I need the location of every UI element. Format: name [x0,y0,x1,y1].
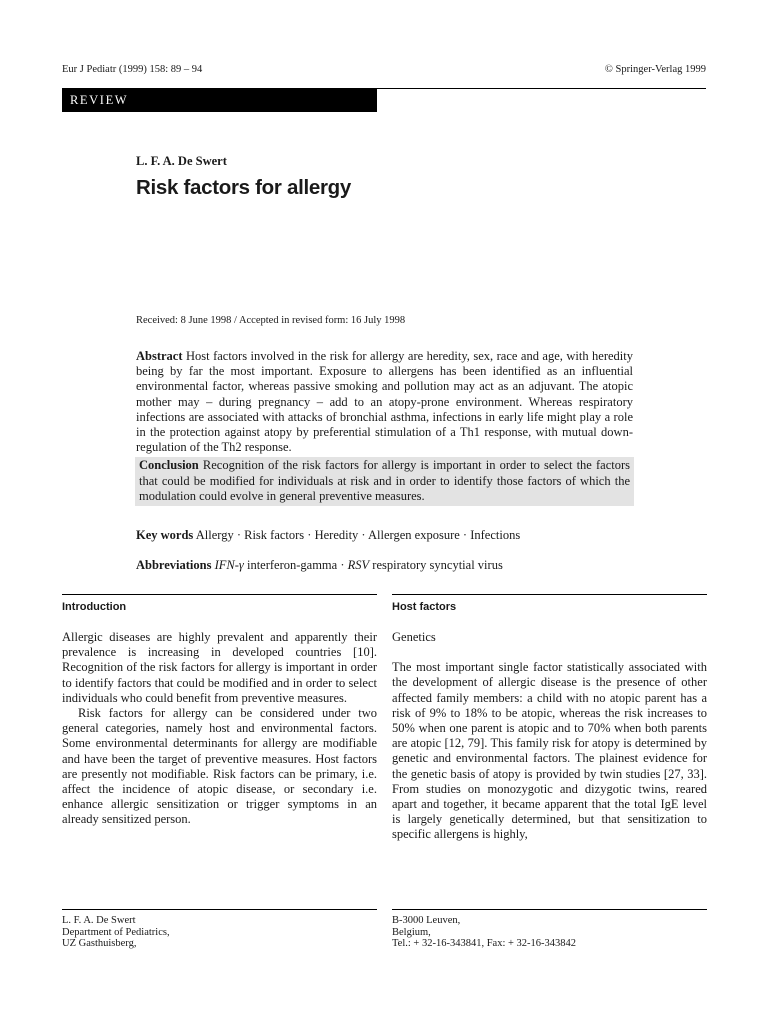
keywords-label: Key words [136,528,194,542]
contact-line: Tel.: + 32-16-343841, Fax: + 32-16-343842 [392,938,577,949]
address-line: UZ Gasthuisberg, [62,938,137,949]
address-line: L. F. A. De Swert [62,915,136,926]
journal-reference: Eur J Pediatr (1999) 158: 89 – 94 [62,64,203,75]
host-factors-column [392,630,707,843]
introduction-column [62,630,377,828]
introduction-heading: Introduction [62,601,127,613]
author-address-right [392,915,576,950]
body-paragraph: The most important single factor statistically associated with the development of allergic disease is the presence of other affected family members: a child with no atopic parent has a risk of 9% to 18% to be atopic, whereas the risk increases to 50% when one parent is atopic and to 70% when both parents are atopic [12, 79]. This family risk for atopy is determined by genetic and environmental factors. The plainest evidence for the genetic basis of atopy is provided by twin studies [27, 33]. From studies on monozygotic and dizygotic twins, reared apart and together, it became apparent that the total IgE level is largely genetically determined, but that sensitization to specific allergens is highly, [392,660,707,842]
body-paragraph: Allergic diseases are highly prevalent and apparently their prevalence is increasing in developed countries [10]. Recognition of the risk factors for allergy is important in order to identify factors that could be modified and in order to select individuals who could benefit from preventive measures. [62,630,377,705]
conclusion-box [135,457,634,506]
received-dates: Received: 8 June 1998 / Accepted in revised form: 16 July 1998 [136,315,406,326]
body-paragraph: Risk factors for allergy can be considered under two general categories, namely host and environmental factors. Some environmental determinants for allergy are modifiable and have been the target of preventive measures. Host factors are presently not modifiable. Risk factors can be primary, i.e. affect the incidence of atopic disease, or secondary i.e. enhance allergic sensitization or trigger symptoms in an already sensitized person. [62,706,377,827]
abbreviation-definition: respiratory syncytial virus [372,558,503,572]
author-name: L. F. A. De Swert [136,154,227,168]
abstract-block [136,349,633,506]
author-address-left [62,915,170,950]
address-line: Department of Pediatrics, [62,926,170,938]
header-rule [377,88,706,89]
genetics-subheading: Genetics [392,630,436,644]
abbreviation-term: IFN-γ [214,558,244,572]
host-factors-heading: Host factors [392,601,457,613]
conclusion-label: Conclusion [139,458,199,473]
footer-rule-right [392,909,707,910]
abstract-text: Host factors involved in the risk for allergy are heredity, sex, race and age, with heredity being by far the most important. Exposure to allergens has been identified as an influential environmental factor, whereas passive smoking and pollution may act as an adjuvant. The atopic mother may – during pregnancy – add to an atopy-prone environment. Whereas respiratory infections are associated with attacks of bronchial asthma, infections in early life might play a role in the protection against atopy by preferential stimulation of a Th1 response, with mutual down-regulation of the Th2 response. [136,349,633,455]
abbreviation-definition: interferon-gamma · [246,558,345,572]
article-title: Risk factors for allergy [136,176,351,199]
abbreviations-label: Abbreviations [136,558,212,572]
footer-rule-left [62,909,377,910]
section-label-bar [62,88,377,112]
column-rule-right [392,594,707,595]
publisher-copyright: © Springer-Verlag 1999 [604,64,706,75]
abbreviations-line [136,558,633,573]
address-line: B-3000 Leuven, [392,915,461,926]
address-line: Belgium, [392,926,431,938]
abstract-label: Abstract [136,349,183,363]
conclusion-text: Recognition of the risk factors for allergy is important in order to select the factors that could be modified for individuals at risk and in order to identify those factors of which the modulation could evolve in general preventive measures. [139,458,631,503]
abbreviation-term: RSV [347,558,370,572]
abstract-paragraph [136,349,633,455]
section-label: REVIEW [70,93,129,107]
keywords-line [136,528,633,543]
column-rule-left [62,594,377,595]
keywords-text: Allergy · Risk factors · Heredity · Allergen exposure · Infections [195,528,521,542]
